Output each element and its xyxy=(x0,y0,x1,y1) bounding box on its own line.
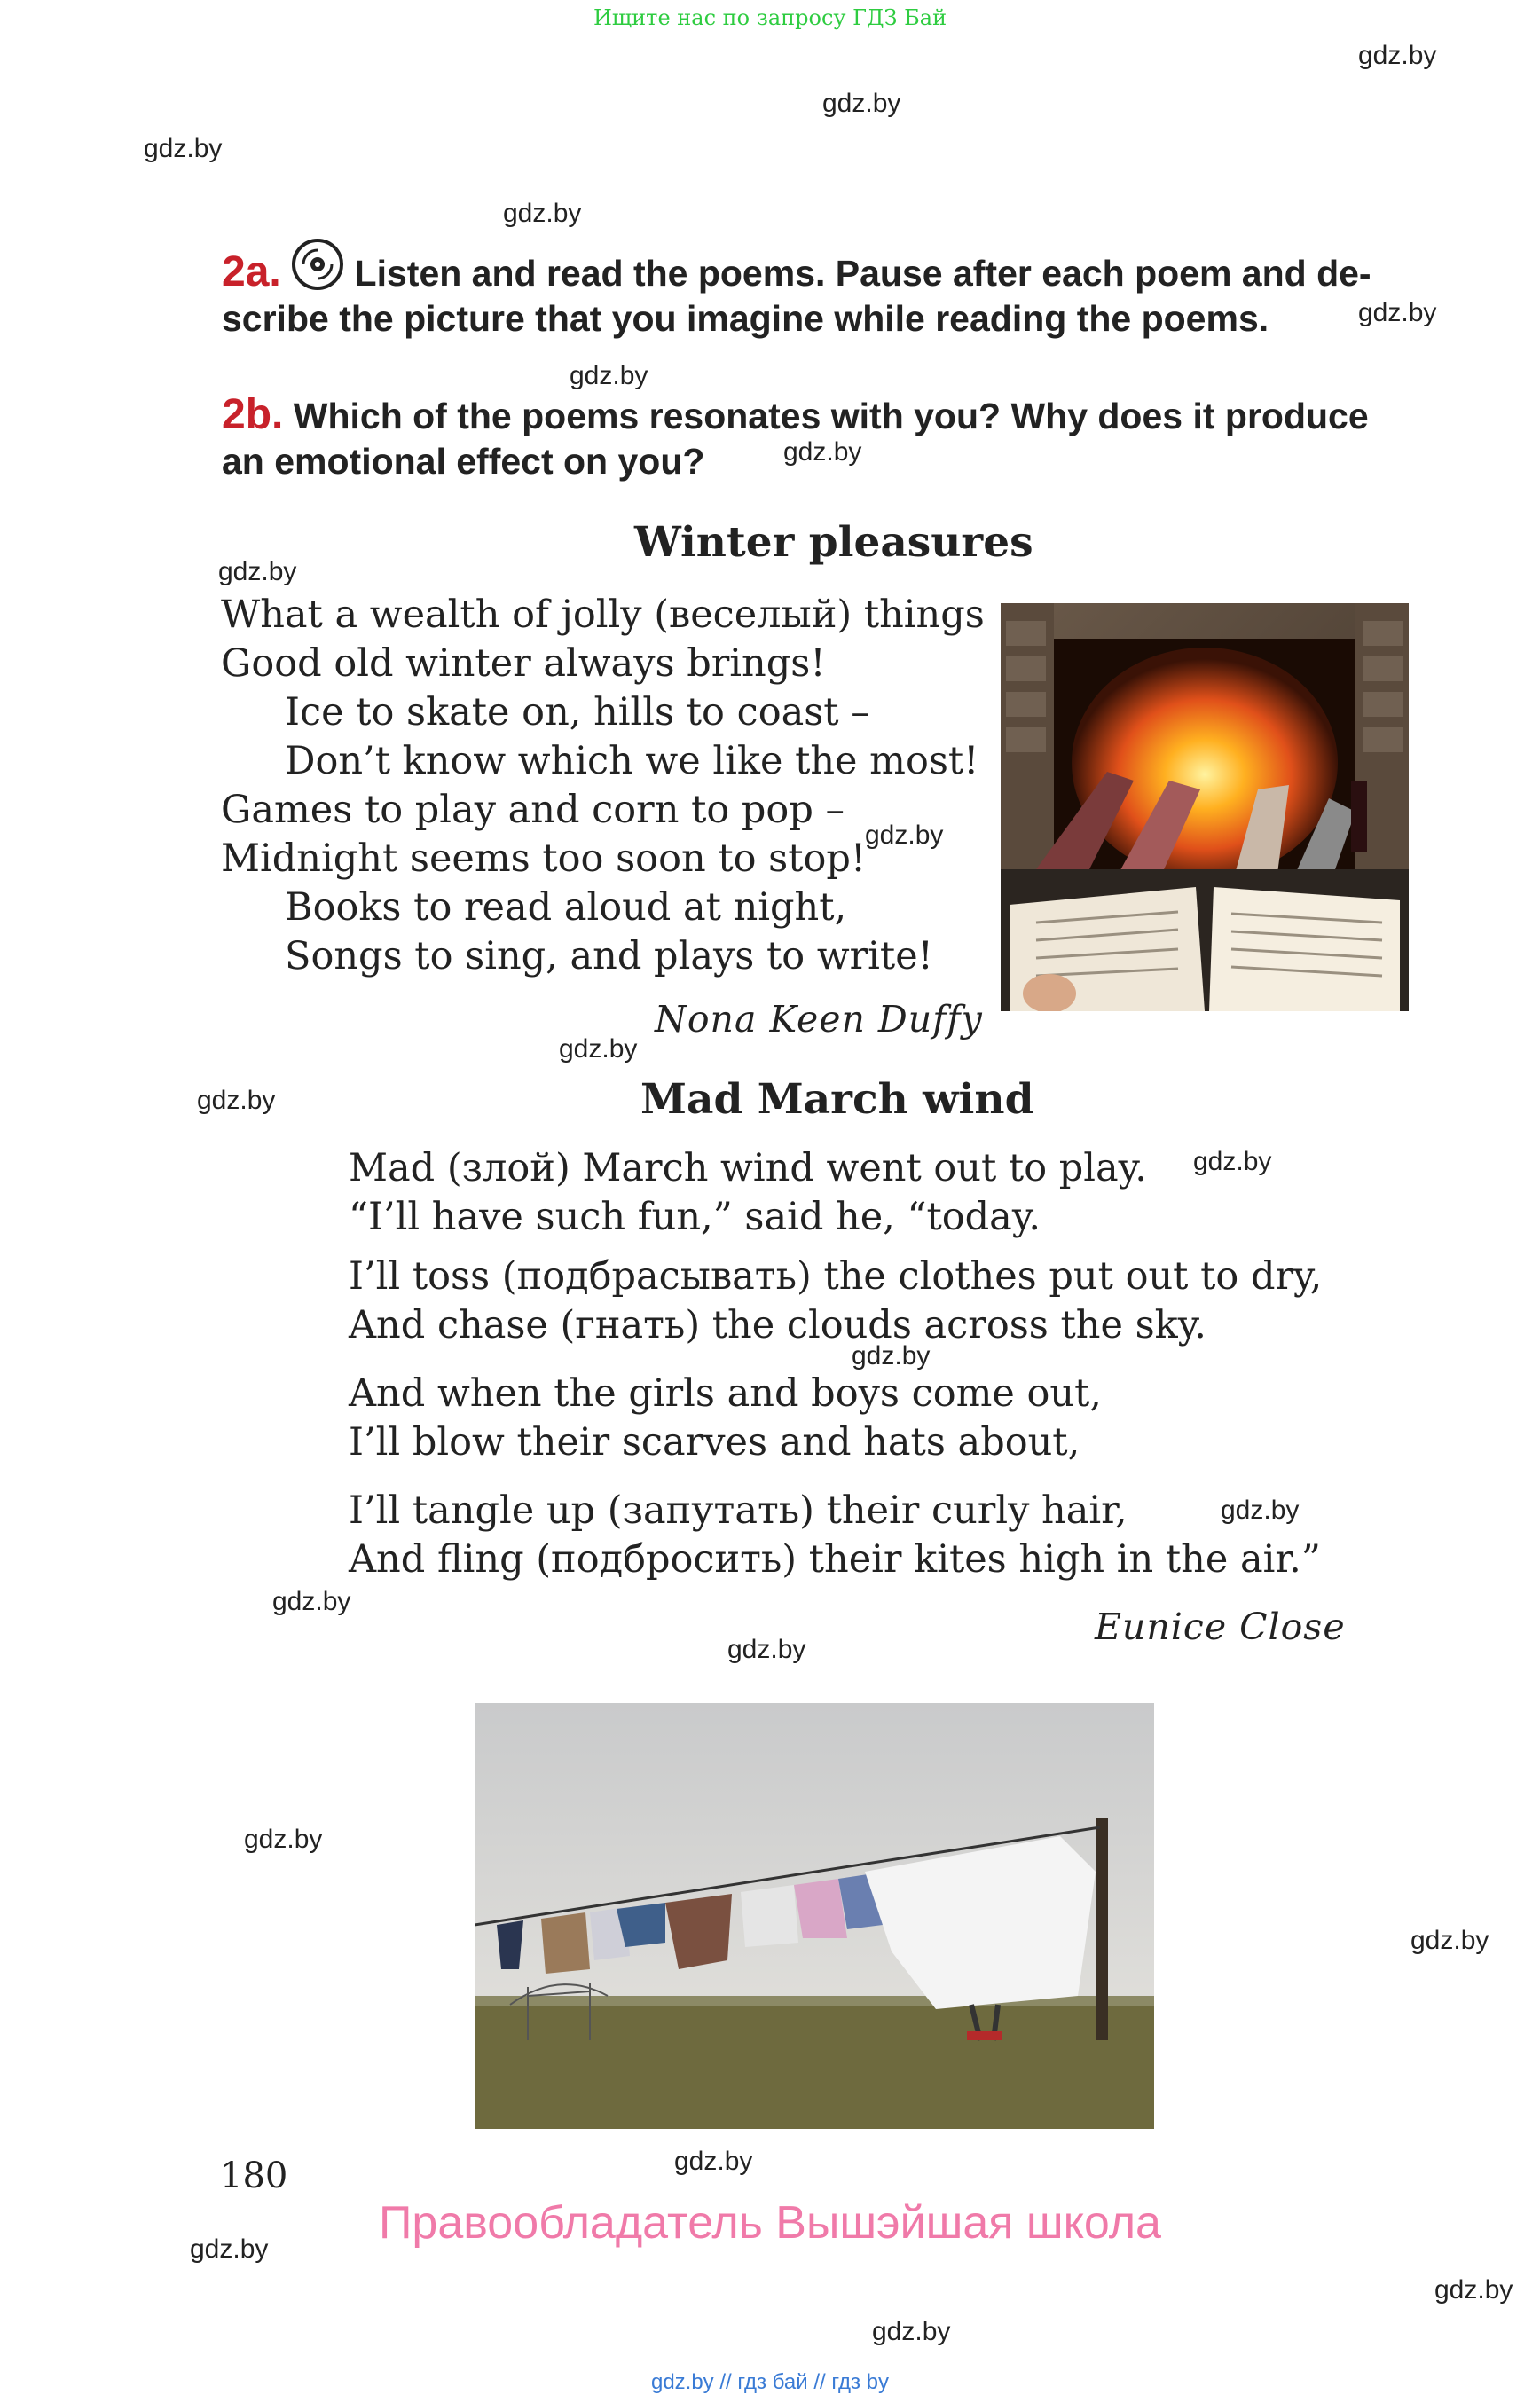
poem-line: Songs to sing, and plays to write! xyxy=(285,934,933,978)
audio-disc-icon[interactable] xyxy=(291,238,344,291)
poem-line: And chase (гнать) the clouds across the sky. xyxy=(349,1303,1206,1347)
task-number: 2a. xyxy=(222,248,281,295)
poem-line: And when the girls and boys come out, xyxy=(349,1371,1103,1416)
watermark: gdz.by xyxy=(244,1825,323,1854)
task-number: 2b. xyxy=(222,391,284,438)
watermark: gdz.by xyxy=(1193,1147,1272,1176)
task-2a xyxy=(222,238,1419,342)
copyright-notice: Правообладатель Вышэйшая школа xyxy=(379,2197,1161,2249)
clothesline-photo xyxy=(475,1703,1154,2129)
watermark: gdz.by xyxy=(1410,1926,1489,1955)
watermark: gdz.by xyxy=(1221,1496,1300,1525)
poem-author: Eunice Close xyxy=(1095,1606,1346,1648)
page-number: 180 xyxy=(220,2156,288,2196)
poem-body xyxy=(349,1144,1322,1584)
watermark: gdz.by xyxy=(144,134,223,163)
watermark: gdz.by xyxy=(852,1341,931,1370)
poem-line: And fling (подбросить) their kites high in the air.” xyxy=(349,1537,1321,1582)
poem-line: Ice to skate on, hills to coast – xyxy=(285,690,870,734)
poem-line: Don’t know which we like the most! xyxy=(285,739,979,783)
poem-line: Good old winter always brings! xyxy=(221,641,826,686)
watermark: gdz.by xyxy=(872,2317,951,2346)
top-banner: Ищите нас по запросу ГДЗ Бай xyxy=(593,5,947,30)
footer-links[interactable]: gdz.by // гдз бай // гдз by xyxy=(650,2370,890,2394)
watermark: gdz.by xyxy=(559,1034,638,1064)
task-text: Listen and read the poems. Pause after each poem and de-scribe the picture that you imagine while reading the poems. xyxy=(222,253,1371,339)
watermark: gdz.by xyxy=(218,557,297,586)
watermark: gdz.by xyxy=(822,89,901,118)
poem-line: Mad (злой) March wind went out to play. xyxy=(349,1146,1147,1190)
watermark: gdz.by xyxy=(1358,41,1437,70)
watermark: gdz.by xyxy=(727,1635,806,1664)
poem-line: What a wealth of jolly (веселый) things xyxy=(221,593,985,637)
watermark: gdz.by xyxy=(1434,2275,1513,2305)
watermark: gdz.by xyxy=(865,821,944,850)
poem-body xyxy=(221,591,985,981)
poem-title: Winter pleasures xyxy=(634,518,1033,567)
poem-line: “I’ll have such fun,” said he, “today. xyxy=(349,1195,1041,1239)
watermark: gdz.by xyxy=(783,437,862,467)
poem-line: Books to read aloud at night, xyxy=(285,885,847,930)
poem-author: Nona Keen Duffy xyxy=(655,998,983,1041)
watermark: gdz.by xyxy=(674,2147,753,2176)
watermark: gdz.by xyxy=(272,1587,351,1616)
poem-line: I’ll tangle up (запутать) their curly hair, xyxy=(349,1488,1128,1533)
poem-line: I’ll toss (подбрасывать) the clothes put out to dry, xyxy=(349,1254,1323,1299)
watermark: gdz.by xyxy=(570,361,648,390)
poem-title: Mad March wind xyxy=(640,1075,1034,1124)
task-2b xyxy=(222,392,1419,484)
task-text: Which of the poems resonates with you? Why does it produce an emotional effect on you? xyxy=(222,396,1369,482)
poem-line: Games to play and corn to pop – xyxy=(221,788,845,832)
poem-line: I’ll blow their scarves and hats about, xyxy=(349,1420,1080,1465)
fireplace-photo xyxy=(1001,603,1409,1011)
watermark: gdz.by xyxy=(1358,298,1437,327)
poem-line: Midnight seems too soon to stop! xyxy=(221,836,867,881)
watermark: gdz.by xyxy=(190,2234,269,2264)
watermark: gdz.by xyxy=(503,199,582,228)
watermark: gdz.by xyxy=(197,1086,276,1115)
